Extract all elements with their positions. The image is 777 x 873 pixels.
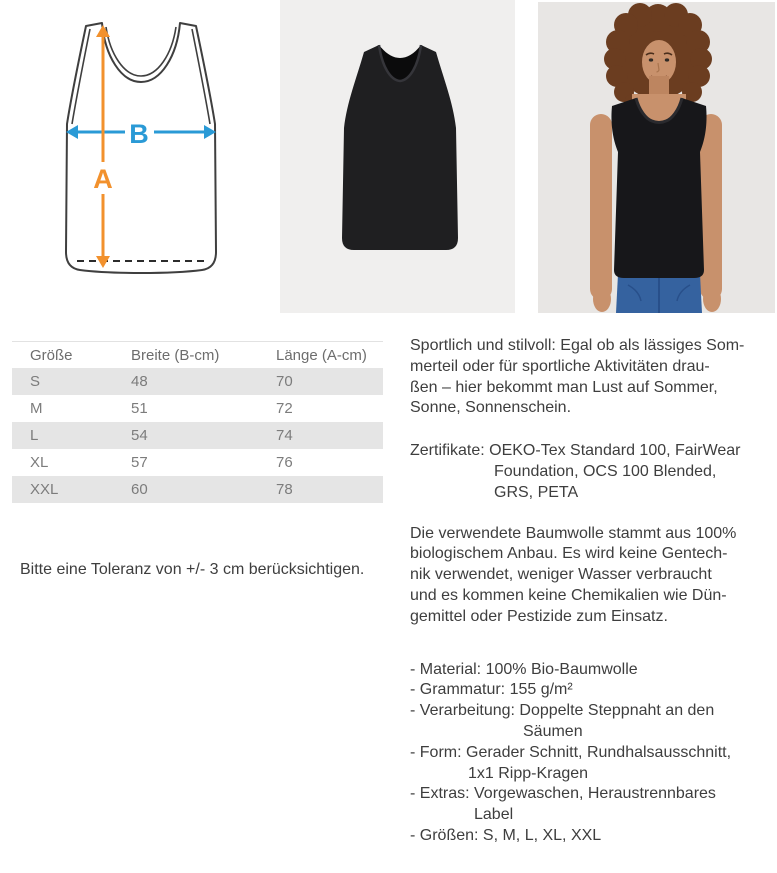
- width-cell: 48: [131, 373, 148, 390]
- table-row: [12, 395, 383, 422]
- width-cell: 60: [131, 481, 148, 498]
- width-label: B: [129, 119, 149, 149]
- text-line: ßen – hier bekommt man Lust auf Sommer,: [410, 378, 718, 396]
- size-table-header-row: [12, 342, 383, 369]
- text-line: Sportlich und stilvoll: Egal ob als lässiges Som-: [410, 337, 745, 354]
- length-cell: 76: [276, 454, 293, 471]
- text-line: biologischem Anbau. Es wird keine Gentech-: [410, 545, 728, 563]
- length-cell: 78: [276, 481, 293, 498]
- size-cell: XXL: [30, 481, 59, 498]
- text-line: 1x1 Ripp-Kragen: [468, 764, 589, 782]
- text-line: Die verwendete Baumwolle stammt aus 100%: [410, 524, 737, 542]
- text-line: Sonne, Sonnenschein.: [410, 399, 572, 417]
- size-table-header-groesse: Größe: [30, 346, 73, 364]
- text-line: - Verarbeitung: Doppelte Steppnaht an den: [410, 702, 715, 720]
- text-line: GRS, PETA: [494, 483, 579, 501]
- text-line: - Größen: S, M, L, XL, XXL: [410, 826, 602, 844]
- jeans: [616, 274, 702, 313]
- product-photo-image: [280, 0, 515, 313]
- size-cell: XL: [30, 454, 49, 471]
- text-line: nik verwendet, weniger Wasser verbraucht: [410, 566, 712, 584]
- text-line: - Extras: Vorgewaschen, Heraustrennbares: [410, 785, 716, 803]
- description-cotton: [410, 524, 770, 628]
- width-cell: 54: [131, 427, 148, 444]
- length-cell: 74: [276, 427, 293, 444]
- text-line: Säumen: [523, 722, 583, 740]
- text-line: Foundation, OCS 100 Blended,: [494, 462, 717, 480]
- width-cell: 57: [131, 454, 148, 471]
- length-label: A: [93, 164, 113, 194]
- description-certificates: [410, 441, 770, 503]
- length-cell: 70: [276, 373, 293, 390]
- table-row: [12, 476, 383, 503]
- text-line: Label: [474, 806, 514, 824]
- text-line: - Grammatur: 155 g/m²: [410, 681, 573, 699]
- table-row: [12, 449, 383, 476]
- text-line: gemittel oder Pestizide zum Einsatz.: [410, 607, 668, 625]
- length-cell: 72: [276, 400, 293, 417]
- description-specs: [410, 660, 770, 847]
- text-line: und es kommen keine Chemikalien wie Dün-: [410, 586, 727, 604]
- size-cell: L: [30, 427, 39, 444]
- tolerance-note: Bitte eine Toleranz von +/- 3 cm berücksichtigen.: [20, 561, 365, 578]
- size-table: [12, 341, 383, 503]
- text-line: merteil oder für sportliche Aktivitäten drau-: [410, 357, 710, 375]
- size-table-header-laenge: Länge (A-cm): [276, 346, 367, 364]
- text-line: - Material: 100% Bio-Baumwolle: [410, 660, 638, 678]
- measurement-diagram-image: [35, 12, 257, 302]
- size-cell: S: [30, 373, 41, 390]
- size-table-header-breite: Breite (B-cm): [131, 346, 220, 364]
- description-intro: [410, 336, 770, 419]
- width-cell: 51: [131, 400, 148, 417]
- table-row: [12, 368, 383, 395]
- table-row: [12, 422, 383, 449]
- text-line: - Form: Gerader Schnitt, Rundhalsausschnitt,: [410, 743, 732, 761]
- size-cell: M: [30, 400, 43, 417]
- text-line: Zertifikate: OEKO-Tex Standard 100, FairWear: [410, 442, 741, 460]
- tank-top-shape: [611, 98, 706, 278]
- model-photo-image: [538, 2, 775, 313]
- product-description: [410, 336, 770, 847]
